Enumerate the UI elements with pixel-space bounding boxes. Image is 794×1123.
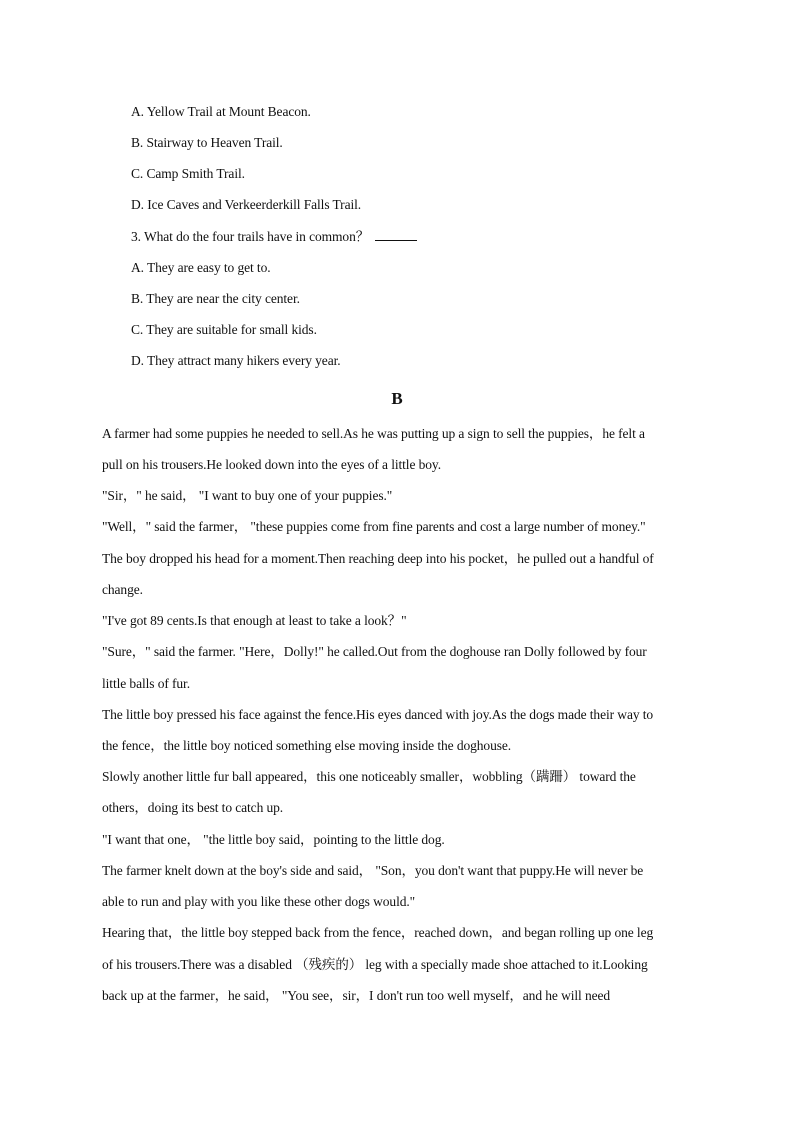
- passage-line: the fence，the little boy noticed something else moving inside the doghouse.: [102, 738, 512, 753]
- question-3-text: 3. What do the four trails have in common？: [131, 229, 370, 244]
- passage-line: of his trousers.There was a disabled （残疾的） leg with a specially made shoe attached to it.Looking: [102, 957, 648, 972]
- option-q2-b: B. Stairway to Heaven Trail.: [131, 135, 283, 150]
- passage-line: little balls of fur.: [102, 676, 190, 691]
- passage-line: others，doing its best to catch up.: [102, 800, 284, 815]
- section-heading: B: [391, 389, 403, 408]
- option-q2-c: C. Camp Smith Trail.: [131, 166, 245, 181]
- passage-line: able to run and play with you like these other dogs would.": [102, 894, 416, 909]
- option-q3-c: C. They are suitable for small kids.: [131, 322, 317, 337]
- passage-line: "Sir，" he said， "I want to buy one of your puppies.": [102, 488, 393, 503]
- option-q2-a: A. Yellow Trail at Mount Beacon.: [131, 104, 311, 119]
- passage-line: The boy dropped his head for a moment.Then reaching deep into his pocket，he pulled out a handful of: [102, 551, 654, 566]
- passage-line: The farmer knelt down at the boy's side and said， "Son，you don't want that puppy.He will never be: [102, 863, 644, 878]
- option-q2-d: D. Ice Caves and Verkeerderkill Falls Trail.: [131, 197, 362, 212]
- passage-line: "I want that one， "the little boy said，pointing to the little dog.: [102, 832, 445, 847]
- passage-line: change.: [102, 582, 143, 597]
- option-q3-d: D. They attract many hikers every year.: [131, 353, 341, 368]
- passage-line: "I've got 89 cents.Is that enough at least to take a look？": [102, 613, 407, 628]
- passage-line: The little boy pressed his face against the fence.His eyes danced with joy.As the dogs made their way to: [102, 707, 654, 722]
- passage-line: Hearing that，the little boy stepped back from the fence，reached down，and began rolling up one leg: [102, 925, 654, 940]
- passage-line: A farmer had some puppies he needed to sell.As he was putting up a sign to sell the puppies，he felt a: [102, 426, 645, 441]
- passage-line: Slowly another little fur ball appeared，this one noticeably smaller，wobbling（蹒跚） toward the: [102, 769, 636, 784]
- passage-line: "Sure，" said the farmer. "Here，Dolly!" he called.Out from the doghouse ran Dolly followed by four: [102, 644, 647, 659]
- passage-line: "Well，" said the farmer， "these puppies come from fine parents and cost a large number of money.": [102, 519, 646, 534]
- passage-line: back up at the farmer，he said， "You see，sir，I don't run too well myself，and he will need: [102, 988, 611, 1003]
- option-q3-a: A. They are easy to get to.: [131, 260, 271, 275]
- passage-line: pull on his trousers.He looked down into the eyes of a little boy.: [102, 457, 441, 472]
- option-q3-b: B. They are near the city center.: [131, 291, 300, 306]
- question-3: [131, 228, 417, 245]
- answer-blank: [375, 228, 417, 241]
